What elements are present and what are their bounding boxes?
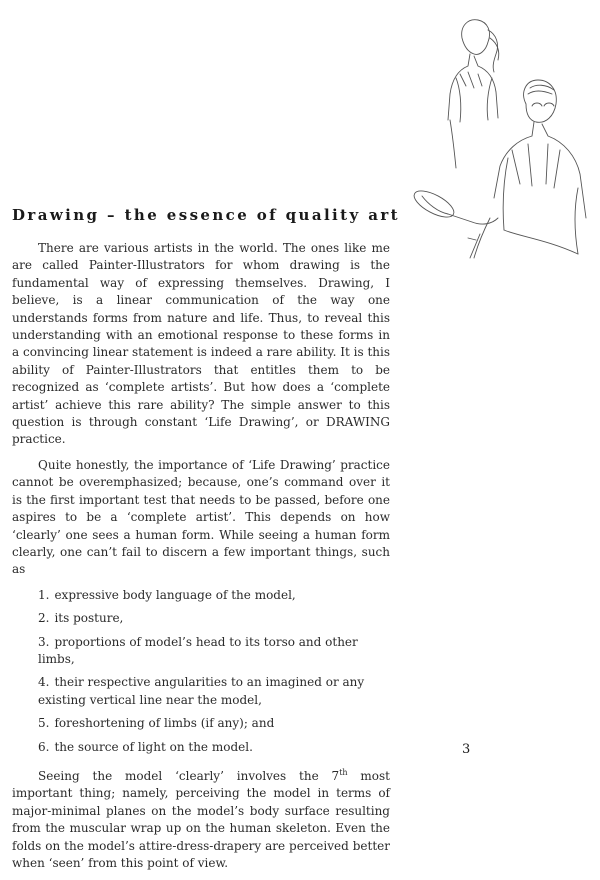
list-item	[38, 739, 390, 756]
list-item-text: foreshortening of limbs (if any); and	[54, 716, 275, 731]
list-item-text: proportions of model’s head to its torso and other limbs,	[38, 634, 358, 666]
list-item-number: 2.	[38, 611, 50, 626]
ordinal-suffix: th	[339, 767, 348, 777]
list-item	[38, 674, 390, 709]
page-title: Drawing – the essence of quality art	[12, 206, 400, 224]
list-item-text: its posture,	[54, 611, 124, 626]
list-item-text: their respective angularities to an imagined or any existing vertical line near the model,	[38, 675, 365, 707]
paragraph-1: There are various artists in the world. The ones like me are called Painter-Illustrators for whom drawing is the fundamental way of expressing themselves. Drawing, I believe, is a linear communication of the way one understands forms from nature and life. Thus, to reveal this understanding with an emotional response to these forms in a convincing linear statement is indeed a rare ability. It is this ability of Painter-Illustrators that entitles them to be recognized as ‘complete artists’. But how does a ‘complete artist’ achieve this rare ability? The simple answer to this question is through constant ‘Life Drawing’, or DRAWING practice.	[12, 241, 390, 447]
list-item	[38, 634, 390, 669]
list-item	[38, 715, 390, 732]
paragraph-3-start: Seeing the model ‘clearly’ involves the 7	[38, 768, 340, 783]
list-item	[38, 587, 390, 604]
list-item-number: 5.	[38, 716, 50, 731]
observation-list	[12, 587, 390, 756]
list-item-number: 6.	[38, 739, 50, 754]
artist-sketch-illustration	[408, 8, 594, 290]
paragraph-3-end: most important thing; namely, perceiving the model in terms of major-minimal planes on the model’s body surface resulting from the muscular wrap up on the human skeleton. Even the folds on the model’s attire-dress-drapery are perceived better when ‘seen’ from this point of view.	[12, 768, 390, 870]
page-number: 3	[462, 742, 471, 757]
list-item-text: expressive body language of the model,	[54, 587, 296, 602]
list-item-text: the source of light on the model.	[54, 739, 253, 754]
list-item-number: 4.	[38, 675, 50, 690]
list-item	[38, 610, 390, 627]
paragraph-3	[12, 764, 390, 872]
body-text	[12, 240, 390, 880]
paragraph-2: Quite honestly, the importance of ‘Life Drawing’ practice cannot be overemphasized; because, one’s command over it is the first important test that needs to be passed, before one aspires to be a ‘complete artist’. This depends on how ‘clearly’ one sees a human form. While seeing a human form clearly, one can’t fail to discern a few important things, such as	[12, 457, 390, 577]
list-item-number: 3.	[38, 634, 50, 649]
list-item-number: 1.	[38, 587, 50, 602]
